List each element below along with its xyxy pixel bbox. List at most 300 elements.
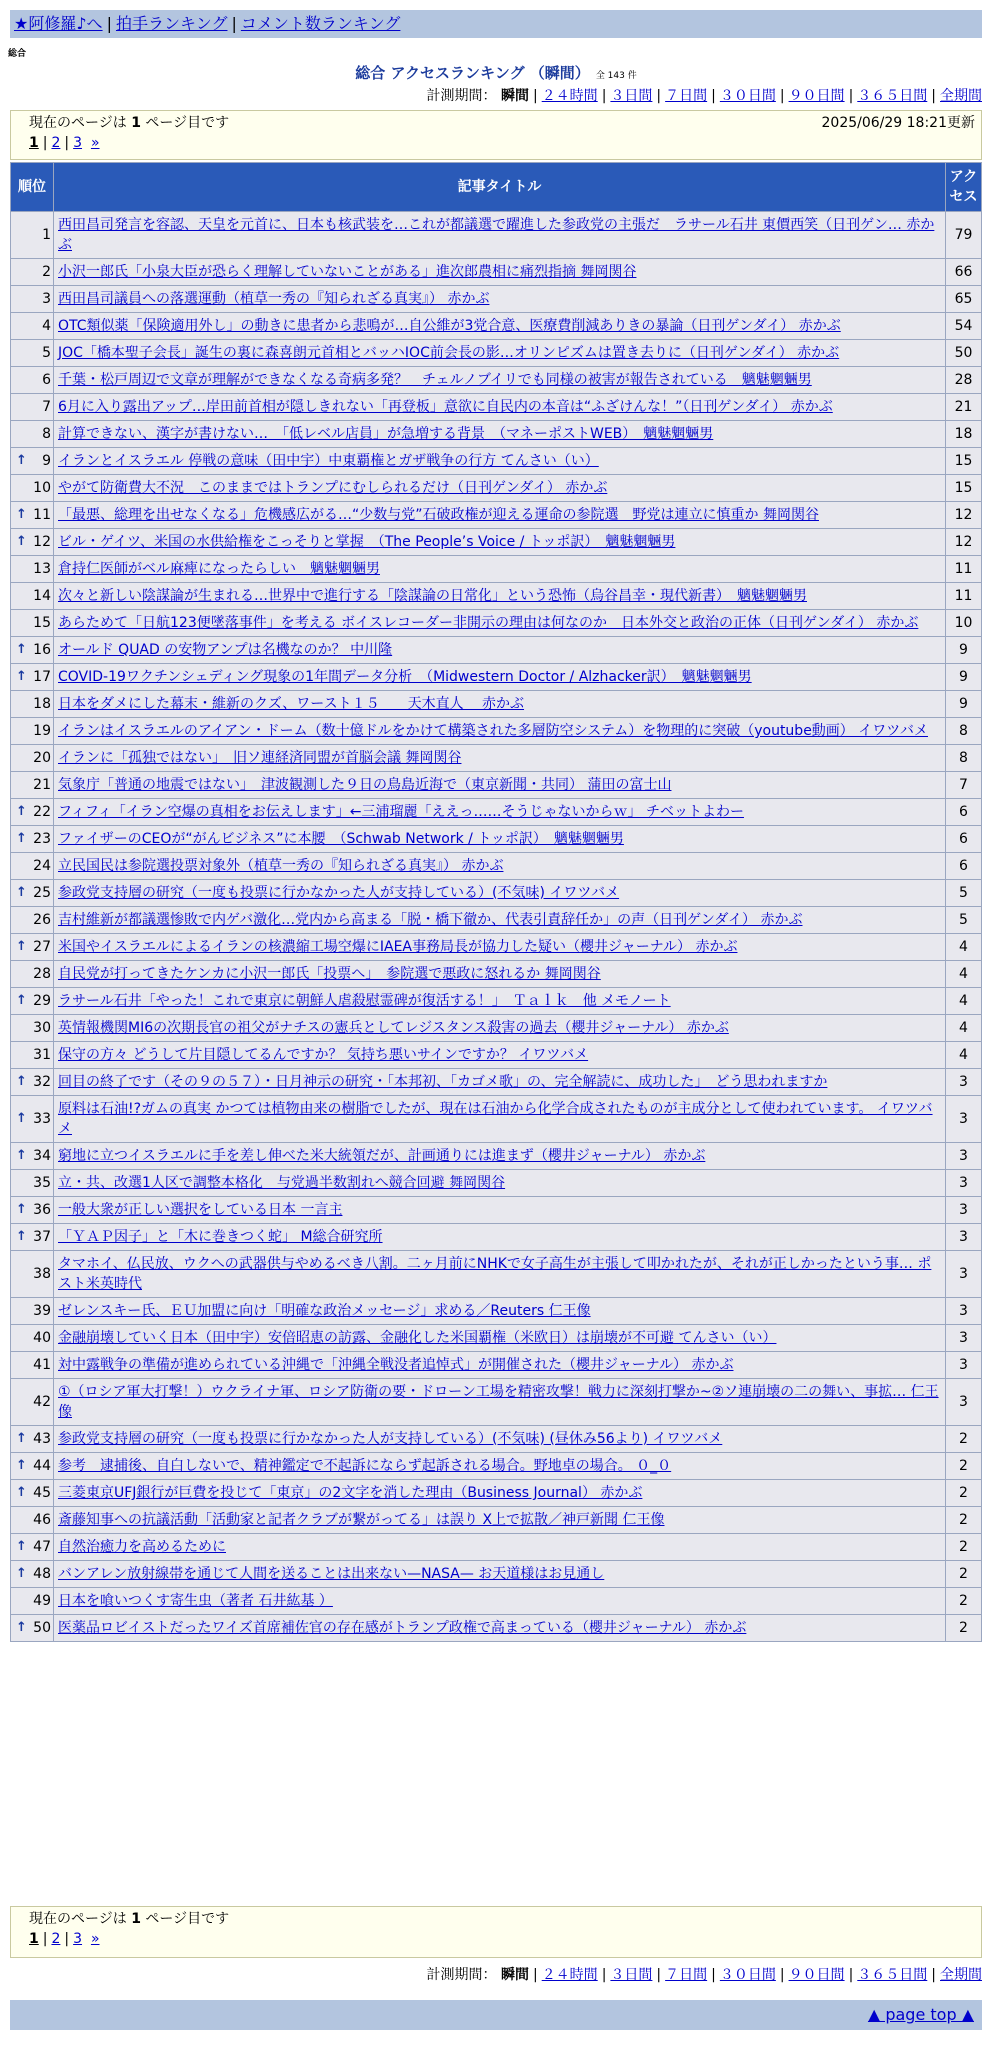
rank-cell bbox=[11, 556, 54, 583]
access-count: 5 bbox=[946, 907, 982, 934]
article-title-link[interactable]: ①（ロシア軍大打撃！）ウクライナ軍、ロシア防衛の要・ドローン工場を精密攻撃！戦力に深刻打撃か~②ソ連崩壊の二の舞い、事拡… 仁王像 bbox=[58, 1384, 939, 1420]
rank-cell bbox=[11, 745, 54, 772]
rank-cell bbox=[11, 1096, 54, 1143]
rank-cell bbox=[11, 1480, 54, 1507]
page-top-link[interactable]: ▲ page top ▲ bbox=[867, 2005, 974, 2024]
article-title-link[interactable]: 原料は石油!?ガムの真実 かつては植物由来の樹脂でしたが、現在は石油から化学合成されたものが主成分として使われています。 イワツバメ bbox=[58, 1101, 933, 1137]
access-count: 3 bbox=[946, 1298, 982, 1325]
rank-number: 9 bbox=[42, 453, 51, 469]
rank-cell bbox=[11, 799, 54, 826]
title-cell bbox=[54, 529, 946, 556]
table-row bbox=[11, 1615, 982, 1642]
table-row bbox=[11, 1480, 982, 1507]
article-title-link[interactable]: 医薬品ロビイストだったワイズ首席補佐官の存在感がトランプ政権で高まっている（櫻井ジャーナル） 赤かぶ bbox=[58, 1620, 747, 1636]
article-title-link[interactable]: 次々と新しい陰謀論が生まれる…世界中で進行する「陰謀論の日常化」という恐怖（烏谷昌幸・現代新書） 魑魅魍魎男 bbox=[58, 588, 807, 604]
page-text-suffix: ページ目です bbox=[145, 115, 230, 131]
rank-cell bbox=[11, 1352, 54, 1379]
rank-number: 38 bbox=[33, 1266, 51, 1282]
access-count: 12 bbox=[946, 502, 982, 529]
table-row bbox=[11, 1507, 982, 1534]
title-cell bbox=[54, 1615, 946, 1642]
page-next[interactable]: » bbox=[90, 135, 100, 151]
rank-number: 21 bbox=[33, 777, 51, 793]
rank-cell bbox=[11, 529, 54, 556]
rank-cell bbox=[11, 1561, 54, 1588]
period-link-365d[interactable]: ３６５日間 bbox=[857, 88, 928, 104]
title-cell bbox=[54, 1298, 946, 1325]
period-link-24h-bottom[interactable]: ２４時間 bbox=[541, 1967, 598, 1983]
access-count: 4 bbox=[946, 1042, 982, 1069]
period-link-24h[interactable]: ２４時間 bbox=[541, 88, 598, 104]
rank-number: 36 bbox=[33, 1202, 51, 1218]
table-row bbox=[11, 475, 982, 502]
article-title-link[interactable]: 英情報機関MI6の次期長官の祖父がナチスの憲兵としてレジスタンス殺害の過去（櫻井ジャーナル） 赤かぶ bbox=[58, 1020, 729, 1036]
article-title-link[interactable]: イランとイスラエル 停戦の意味（田中宇）中東覇権とガザ戦争の行方 てんさい（い） bbox=[58, 453, 599, 469]
up-arrow-icon: ↑ bbox=[16, 1539, 27, 1554]
article-title-link[interactable]: フィフィ「イラン空爆の真相をお伝えします」←三浦瑠麗「ええっ……そうじゃないからｗ」 チベットよわー bbox=[58, 804, 744, 820]
rank-number: 47 bbox=[33, 1539, 51, 1555]
up-arrow-icon: ↑ bbox=[16, 939, 27, 954]
access-count: 4 bbox=[946, 1015, 982, 1042]
period-link-30d[interactable]: ３０日間 bbox=[719, 88, 776, 104]
access-count: 9 bbox=[946, 664, 982, 691]
article-title-link[interactable]: 三菱東京UFJ銀行が巨費を投じて「東京」の2文字を消した理由（Business Journal） 赤かぶ bbox=[58, 1485, 643, 1501]
page-links-bottom: 1 | 2 | 3 » bbox=[29, 1931, 100, 1947]
article-title-link[interactable]: 対中露戦争の準備が進められている沖縄で「沖縄全戦没者追悼式」が開催された（櫻井ジャーナル） 赤かぶ bbox=[58, 1357, 734, 1373]
period-link-365d-bottom[interactable]: ３６５日間 bbox=[857, 1967, 928, 1983]
table-row bbox=[11, 961, 982, 988]
period-selector-bottom: 計測期間： 瞬間 | ２４時間 | ３日間 | ７日間 | ３０日間 | ９０日間 | ３６５日間 | 全期間 bbox=[426, 1967, 982, 1983]
title-cell bbox=[54, 1534, 946, 1561]
page-text-suffix-bottom: ページ目です bbox=[145, 1911, 230, 1927]
article-title-link[interactable]: バンアレン放射線帯を通じて人間を送ることは出来ない—NASA— お天道様はお見通し bbox=[58, 1566, 605, 1582]
table-row bbox=[11, 934, 982, 961]
article-title-link[interactable]: JOC「橋本聖子会長」誕生の裏に森喜朗元首相とバッハIOC前会長の影…オリンピズムは置き去りに（日刊ゲンダイ） 赤かぶ bbox=[58, 345, 840, 361]
article-title-link[interactable]: 日本をダメにした幕末・維新のクズ、ワースト１５ 天木直人 赤かぶ bbox=[58, 696, 525, 712]
rank-cell bbox=[11, 475, 54, 502]
page-number-bottom: 1 bbox=[131, 1911, 141, 1927]
article-title-link[interactable]: 自然治癒力を高めるために bbox=[58, 1539, 226, 1555]
title-cell bbox=[54, 1379, 946, 1426]
access-count: 2 bbox=[946, 1453, 982, 1480]
title-cell bbox=[54, 772, 946, 799]
page-text-prefix: 現在のページは bbox=[29, 115, 127, 131]
access-count: 12 bbox=[946, 529, 982, 556]
up-arrow-icon: ↑ bbox=[16, 1229, 27, 1244]
article-title-link[interactable]: ラサール石井「やった！これで東京に朝鮮人虐殺慰霊碑が復活する！」 Ｔａｌｋ 他 メモノート bbox=[58, 993, 671, 1009]
access-count: 2 bbox=[946, 1480, 982, 1507]
up-arrow-icon: ↑ bbox=[16, 1620, 27, 1635]
rank-cell bbox=[11, 1588, 54, 1615]
title-cell bbox=[54, 1042, 946, 1069]
access-count: 3 bbox=[946, 1197, 982, 1224]
table-row bbox=[11, 259, 982, 286]
rank-number: 18 bbox=[33, 696, 51, 712]
table-row bbox=[11, 1015, 982, 1042]
table-row bbox=[11, 691, 982, 718]
article-title-link[interactable]: 保守の方々 どうして片目隠してるんですか？ 気持ち悪いサインですか？ イワツバメ bbox=[58, 1047, 589, 1063]
rank-number: 16 bbox=[33, 642, 51, 658]
nav-link-comment-ranking[interactable]: コメント数ランキング bbox=[240, 14, 401, 33]
title-cell bbox=[54, 583, 946, 610]
article-title-link[interactable]: 米国やイスラエルによるイランの核濃縮工場空爆にIAEA事務局長が協力した疑い（櫻井ジャーナル） 赤かぶ bbox=[58, 939, 738, 955]
table-row bbox=[11, 610, 982, 637]
rank-cell bbox=[11, 1069, 54, 1096]
rank-number: 33 bbox=[33, 1111, 51, 1127]
title-cell bbox=[54, 988, 946, 1015]
rank-number: 3 bbox=[42, 291, 51, 307]
page-link-2-bottom[interactable]: 2 bbox=[51, 1931, 61, 1947]
rank-number: 12 bbox=[33, 534, 51, 550]
article-title-link[interactable]: 小沢一郎氏「小泉大臣が恐らく理解していないことがある」進次郎農相に痛烈指摘 舞岡関谷 bbox=[58, 264, 637, 280]
table-row bbox=[11, 907, 982, 934]
article-title-link[interactable]: 気象庁「普通の地震ではない」 津波観測した９日の鳥島近海で（東京新聞・共同） 蒲田の富士山 bbox=[58, 777, 672, 793]
rank-number: 24 bbox=[33, 858, 51, 874]
access-count: 15 bbox=[946, 448, 982, 475]
rank-number: 48 bbox=[33, 1566, 51, 1582]
period-link-3d-bottom[interactable]: ３日間 bbox=[610, 1967, 653, 1983]
rank-cell bbox=[11, 1507, 54, 1534]
rank-cell bbox=[11, 1197, 54, 1224]
article-title-link[interactable]: 日本を喰いつくす寄生虫（著者 石井紘基 ） bbox=[58, 1593, 333, 1609]
title-cell bbox=[54, 1588, 946, 1615]
up-arrow-icon: ↑ bbox=[16, 804, 27, 819]
article-title-link[interactable]: ゼレンスキー氏、ＥＵ加盟に向け「明確な政治メッセージ」求める／Reuters 仁王像 bbox=[58, 1303, 591, 1319]
article-title-link[interactable]: 立民国民は参院選投票対象外（植草一秀の『知られざる真実』） 赤かぶ bbox=[58, 858, 504, 874]
article-title-link[interactable]: 西田昌司発言を容認、天皇を元首に、日本も核武装を…これが都議選で躍進した参政党の主張だ ラサール石井 東價西笑（日刊ゲン… 赤かぶ bbox=[58, 217, 935, 253]
ranking-table bbox=[10, 162, 982, 1642]
article-title-link[interactable]: COVID-19ワクチンシェディング現象の1年間データ分析 （Midwestern Doctor / Alzhacker訳） 魑魅魍魎男 bbox=[58, 669, 752, 685]
rank-cell bbox=[11, 394, 54, 421]
access-count: 3 bbox=[946, 1325, 982, 1352]
title-cell bbox=[54, 1426, 946, 1453]
rank-number: 27 bbox=[33, 939, 51, 955]
total-count: 全 143 件 bbox=[595, 71, 637, 81]
access-count: 2 bbox=[946, 1426, 982, 1453]
footer-bar bbox=[10, 2000, 982, 2030]
rank-cell bbox=[11, 259, 54, 286]
access-count: 28 bbox=[946, 367, 982, 394]
title-cell bbox=[54, 1480, 946, 1507]
header-access: アクセス bbox=[946, 163, 982, 212]
table-row bbox=[11, 1453, 982, 1480]
access-count: 4 bbox=[946, 934, 982, 961]
rank-number: 50 bbox=[33, 1620, 51, 1636]
access-count: 2 bbox=[946, 1588, 982, 1615]
rank-number: 14 bbox=[33, 588, 51, 604]
up-arrow-icon: ↑ bbox=[16, 642, 27, 657]
access-count: 6 bbox=[946, 799, 982, 826]
title-cell bbox=[54, 907, 946, 934]
up-arrow-icon: ↑ bbox=[16, 1111, 27, 1126]
article-title-link[interactable]: OTC類似薬「保険適用外し」の動きに患者から悲鳴が…自公維が3党合意、医療費削減ありきの暴論（日刊ゲンダイ） 赤かぶ bbox=[58, 318, 841, 334]
rank-cell bbox=[11, 718, 54, 745]
title-cell bbox=[54, 421, 946, 448]
period-link-7d[interactable]: ７日間 bbox=[665, 88, 708, 104]
up-arrow-icon: ↑ bbox=[16, 1431, 27, 1446]
rank-number: 17 bbox=[33, 669, 51, 685]
up-arrow-icon: ↑ bbox=[16, 993, 27, 1008]
page-link-2[interactable]: 2 bbox=[51, 135, 61, 151]
title-cell bbox=[54, 853, 946, 880]
article-title-link[interactable]: 「ＹＡＰ因子」と「木に巻きつく蛇」 M総合研究所 bbox=[58, 1229, 383, 1245]
article-title-link[interactable]: イランはイスラエルのアイアン・ドーム（数十億ドルをかけて構築された多層防空システム）を物理的に突破（youtube動画） イワツバメ bbox=[58, 723, 928, 739]
table-row bbox=[11, 1588, 982, 1615]
title-cell bbox=[54, 502, 946, 529]
title-cell bbox=[54, 1143, 946, 1170]
title-cell bbox=[54, 1069, 946, 1096]
table-row bbox=[11, 502, 982, 529]
table-row bbox=[11, 340, 982, 367]
period-selector-top: 計測期間： 瞬間 | ２４時間 | ３日間 | ７日間 | ３０日間 | ９０日間 | ３６５日間 | 全期間 bbox=[426, 88, 982, 104]
article-title-link[interactable]: 回目の終了です（その９の５７）・日月神示の研究・「本邦初、「カゴメ歌」の、完全解読に、成功した」 どう思われますか bbox=[58, 1074, 828, 1090]
period-link-90d-bottom[interactable]: ９０日間 bbox=[788, 1967, 845, 1983]
access-count: 65 bbox=[946, 286, 982, 313]
rank-number: 11 bbox=[33, 507, 51, 523]
up-arrow-icon: ↑ bbox=[16, 507, 27, 522]
article-title-link[interactable]: 吉村維新が都議選惨敗で内ゲバ激化…党内から高まる「脱・橋下徹か、代表引責辞任か」の声（日刊ゲンダイ） 赤かぶ bbox=[58, 912, 803, 928]
rank-number: 30 bbox=[33, 1020, 51, 1036]
table-row bbox=[11, 1251, 982, 1298]
rank-cell bbox=[11, 853, 54, 880]
access-count: 2 bbox=[946, 1507, 982, 1534]
table-row bbox=[11, 826, 982, 853]
table-row bbox=[11, 988, 982, 1015]
title-cell bbox=[54, 718, 946, 745]
table-row bbox=[11, 1069, 982, 1096]
article-title-link[interactable]: 立・共、改選1人区で調整本格化 与党過半数割れへ競合回避 舞岡関谷 bbox=[58, 1175, 506, 1191]
title-cell bbox=[54, 961, 946, 988]
title-cell bbox=[54, 1561, 946, 1588]
article-title-link[interactable]: あらためて「日航123便墜落事件」を考える ボイスレコーダー非開示の理由は何なのか 日本外交と政治の正体（日刊ゲンダイ） 赤かぶ bbox=[58, 615, 919, 631]
title-cell bbox=[54, 1507, 946, 1534]
rank-number: 2 bbox=[42, 264, 51, 280]
rank-number: 41 bbox=[33, 1357, 51, 1373]
period-link-3d[interactable]: ３日間 bbox=[610, 88, 653, 104]
rank-cell bbox=[11, 1615, 54, 1642]
title-cell bbox=[54, 212, 946, 259]
rank-cell bbox=[11, 610, 54, 637]
rank-cell bbox=[11, 664, 54, 691]
rank-cell bbox=[11, 367, 54, 394]
rank-cell bbox=[11, 313, 54, 340]
rank-cell bbox=[11, 826, 54, 853]
article-title-link[interactable]: イランに「孤独ではない」 旧ソ連経済同盟が首脳会議 舞岡関谷 bbox=[58, 750, 462, 766]
article-title-link[interactable]: やがて防衛費大不況 このままではトランプにむしられるだけ（日刊ゲンダイ） 赤かぶ bbox=[58, 480, 608, 496]
access-count: 3 bbox=[946, 1224, 982, 1251]
title-cell bbox=[54, 1325, 946, 1352]
title-cell bbox=[54, 826, 946, 853]
article-title-link[interactable]: ビル・ゲイツ、米国の水供給権をこっそりと掌握 （The People’s Voice / トッポ訳） 魑魅魍魎男 bbox=[58, 534, 676, 550]
rank-cell bbox=[11, 691, 54, 718]
page-current-bottom: 1 bbox=[29, 1931, 39, 1947]
rank-cell bbox=[11, 988, 54, 1015]
rank-cell bbox=[11, 448, 54, 475]
rank-number: 7 bbox=[42, 399, 51, 415]
title-cell bbox=[54, 610, 946, 637]
up-arrow-icon: ↑ bbox=[16, 831, 27, 846]
title-cell bbox=[54, 664, 946, 691]
article-title-link[interactable]: 金融崩壊していく日本（田中宇）安倍昭恵の訪露、金融化した米国覇権（米欧日）は崩壊が不可避 てんさい（い） bbox=[58, 1330, 777, 1346]
title-cell bbox=[54, 880, 946, 907]
article-title-link[interactable]: 参考 逮捕後、自白しないで、精神鑑定で不起訴にならず起訴される場合。野地卓の場合。 ０_０ bbox=[58, 1458, 672, 1474]
rank-number: 34 bbox=[33, 1148, 51, 1164]
access-count: 15 bbox=[946, 475, 982, 502]
rank-number: 37 bbox=[33, 1229, 51, 1245]
rank-number: 20 bbox=[33, 750, 51, 766]
table-row bbox=[11, 1224, 982, 1251]
table-row bbox=[11, 1042, 982, 1069]
rank-cell bbox=[11, 1379, 54, 1426]
up-arrow-icon: ↑ bbox=[16, 534, 27, 549]
rank-number: 19 bbox=[33, 723, 51, 739]
table-row bbox=[11, 583, 982, 610]
page-number: 1 bbox=[131, 115, 141, 131]
rank-cell bbox=[11, 880, 54, 907]
up-arrow-icon: ↑ bbox=[16, 1202, 27, 1217]
article-title-link[interactable]: 窮地に立つイスラエルに手を差し伸べた米大統領だが、計画通りには進まず（櫻井ジャーナル） 赤かぶ bbox=[58, 1148, 706, 1164]
rank-cell bbox=[11, 212, 54, 259]
access-count: 5 bbox=[946, 880, 982, 907]
period-link-90d[interactable]: ９０日間 bbox=[788, 88, 845, 104]
rank-cell bbox=[11, 1325, 54, 1352]
table-row bbox=[11, 745, 982, 772]
rank-number: 32 bbox=[33, 1074, 51, 1090]
title-cell bbox=[54, 394, 946, 421]
rank-number: 44 bbox=[33, 1458, 51, 1474]
page-next-bottom[interactable]: » bbox=[90, 1931, 100, 1947]
nav-link-asyura-home[interactable]: ★阿修羅♪へ bbox=[14, 14, 103, 33]
rank-cell bbox=[11, 340, 54, 367]
up-arrow-icon: ↑ bbox=[16, 1566, 27, 1581]
page-title bbox=[0, 62, 992, 83]
table-row bbox=[11, 1170, 982, 1197]
period-link-all[interactable]: 全期間 bbox=[940, 88, 982, 104]
rank-number: 1 bbox=[42, 227, 51, 243]
article-title-link[interactable]: 自民党が打ってきたケンカに小沢一郎氏「投票へ」 参院選で悪政に怒れるか 舞岡関谷 bbox=[58, 966, 601, 982]
ranking-table-body bbox=[11, 212, 982, 1642]
access-count: 11 bbox=[946, 556, 982, 583]
title-cell bbox=[54, 637, 946, 664]
page-link-3-bottom[interactable]: 3 bbox=[73, 1931, 83, 1947]
title-cell bbox=[54, 367, 946, 394]
access-count: 3 bbox=[946, 1352, 982, 1379]
rank-cell bbox=[11, 502, 54, 529]
title-cell bbox=[54, 286, 946, 313]
table-row bbox=[11, 772, 982, 799]
access-count: 11 bbox=[946, 583, 982, 610]
article-title-link[interactable]: 参政党支持層の研究（一度も投票に行かなかった人が支持している）(不気味) イワツバメ bbox=[58, 885, 620, 901]
table-row bbox=[11, 1426, 982, 1453]
table-row bbox=[11, 1143, 982, 1170]
access-count: 9 bbox=[946, 637, 982, 664]
rank-number: 49 bbox=[33, 1593, 51, 1609]
article-title-link[interactable]: 千葉・松戸周辺で文章が理解ができなくなる奇病多発？ チェルノブイリでも同様の被害が報告されている 魑魅魍魎男 bbox=[58, 372, 812, 388]
article-title-link[interactable]: 参政党支持層の研究（一度も投票に行かなかった人が支持している）(不気味) (昼休み56より) イワツバメ bbox=[58, 1431, 723, 1447]
title-cell bbox=[54, 691, 946, 718]
title-cell bbox=[54, 1096, 946, 1143]
table-row bbox=[11, 529, 982, 556]
rank-cell bbox=[11, 1143, 54, 1170]
updated-timestamp: 2025/06/29 18:21更新 bbox=[821, 115, 975, 131]
access-count: 50 bbox=[946, 340, 982, 367]
page-indicator-bottom bbox=[29, 1909, 963, 1929]
nav-link-clap-ranking[interactable]: 拍手ランキング bbox=[115, 14, 228, 33]
table-row bbox=[11, 880, 982, 907]
rank-cell bbox=[11, 1251, 54, 1298]
page-link-3[interactable]: 3 bbox=[73, 135, 83, 151]
access-count: 2 bbox=[946, 1534, 982, 1561]
rank-number: 46 bbox=[33, 1512, 51, 1528]
article-title-link[interactable]: 西田昌司議員への落選運動（植草一秀の『知られざる真実』） 赤かぶ bbox=[58, 291, 490, 307]
article-title-link[interactable]: 「最悪、総理を出せなくなる」危機感広がる…“少数与党”石破政権が迎える運命の参院選 野党は連立に慎重か 舞岡関谷 bbox=[58, 507, 819, 523]
access-count: 3 bbox=[946, 1143, 982, 1170]
access-count: 2 bbox=[946, 1615, 982, 1642]
access-count: 21 bbox=[946, 394, 982, 421]
rank-number: 45 bbox=[33, 1485, 51, 1501]
rank-cell bbox=[11, 1170, 54, 1197]
access-count: 10 bbox=[946, 610, 982, 637]
article-title-link[interactable]: タマホイ、仏民放、ウクへの武器供与やめるべき八割。二ヶ月前にNHKで女子高生が主張して叩かれたが、それが正しかったという事… ポスト米英時代 bbox=[58, 1256, 932, 1292]
period-link-7d-bottom[interactable]: ７日間 bbox=[665, 1967, 708, 1983]
header-rank: 順位 bbox=[11, 163, 54, 212]
title-cell bbox=[54, 1197, 946, 1224]
table-row bbox=[11, 367, 982, 394]
up-arrow-icon: ↑ bbox=[16, 453, 27, 468]
page-links: 1 | 2 | 3 » bbox=[29, 135, 100, 151]
rank-number: 8 bbox=[42, 426, 51, 442]
title-cell bbox=[54, 313, 946, 340]
period-label: 計測期間： bbox=[426, 88, 497, 104]
table-row bbox=[11, 1325, 982, 1352]
access-count: 4 bbox=[946, 961, 982, 988]
up-arrow-icon: ↑ bbox=[16, 669, 27, 684]
article-title-link[interactable]: 6月に入り露出アップ…岸田前首相が隠しきれない「再登板」意欲に自民内の本音は“ふざけんな！”（日刊ゲンダイ） 赤かぶ bbox=[58, 399, 833, 415]
table-row bbox=[11, 637, 982, 664]
up-arrow-icon: ↑ bbox=[16, 885, 27, 900]
table-row bbox=[11, 1298, 982, 1325]
rank-number: 35 bbox=[33, 1175, 51, 1191]
table-row bbox=[11, 799, 982, 826]
table-row bbox=[11, 421, 982, 448]
article-title-link[interactable]: オールド QUAD の安物アンプは名機なのか？ 中川隆 bbox=[58, 642, 393, 658]
up-arrow-icon: ↑ bbox=[16, 1458, 27, 1473]
access-count: 79 bbox=[946, 212, 982, 259]
access-count: 6 bbox=[946, 826, 982, 853]
title-cell bbox=[54, 340, 946, 367]
article-title-link[interactable]: 倉持仁医師がベル麻痺になったらしい 魑魅魍魎男 bbox=[58, 561, 380, 577]
title-cell bbox=[54, 799, 946, 826]
article-title-link[interactable]: ファイザーのCEOが“がんビジネス”に本腰 （Schwab Network / トッポ訳） 魑魅魍魎男 bbox=[58, 831, 624, 847]
table-row bbox=[11, 664, 982, 691]
up-arrow-icon: ↑ bbox=[16, 1074, 27, 1089]
period-link-30d-bottom[interactable]: ３０日間 bbox=[719, 1967, 776, 1983]
table-row bbox=[11, 286, 982, 313]
article-title-link[interactable]: 一般大衆が正しい選択をしている日本 一言主 bbox=[58, 1202, 343, 1218]
period-link-all-bottom[interactable]: 全期間 bbox=[940, 1967, 982, 1983]
table-row bbox=[11, 448, 982, 475]
table-row bbox=[11, 394, 982, 421]
access-count: 8 bbox=[946, 718, 982, 745]
access-count: 3 bbox=[946, 1251, 982, 1298]
title-cell bbox=[54, 259, 946, 286]
access-count: 66 bbox=[946, 259, 982, 286]
article-title-link[interactable]: 斎藤知事への抗議活動「活動家と記者クラブが繋がってる」は誤り X上で拡散／神戸新聞 仁王像 bbox=[58, 1512, 665, 1528]
title-cell bbox=[54, 934, 946, 961]
access-count: 9 bbox=[946, 691, 982, 718]
rank-number: 31 bbox=[33, 1047, 51, 1063]
article-title-link[interactable]: 計算できない、漢字が書けない… 「低レベル店員」が急増する背景 （マネーポストWEB） 魑魅魍魎男 bbox=[58, 426, 714, 442]
